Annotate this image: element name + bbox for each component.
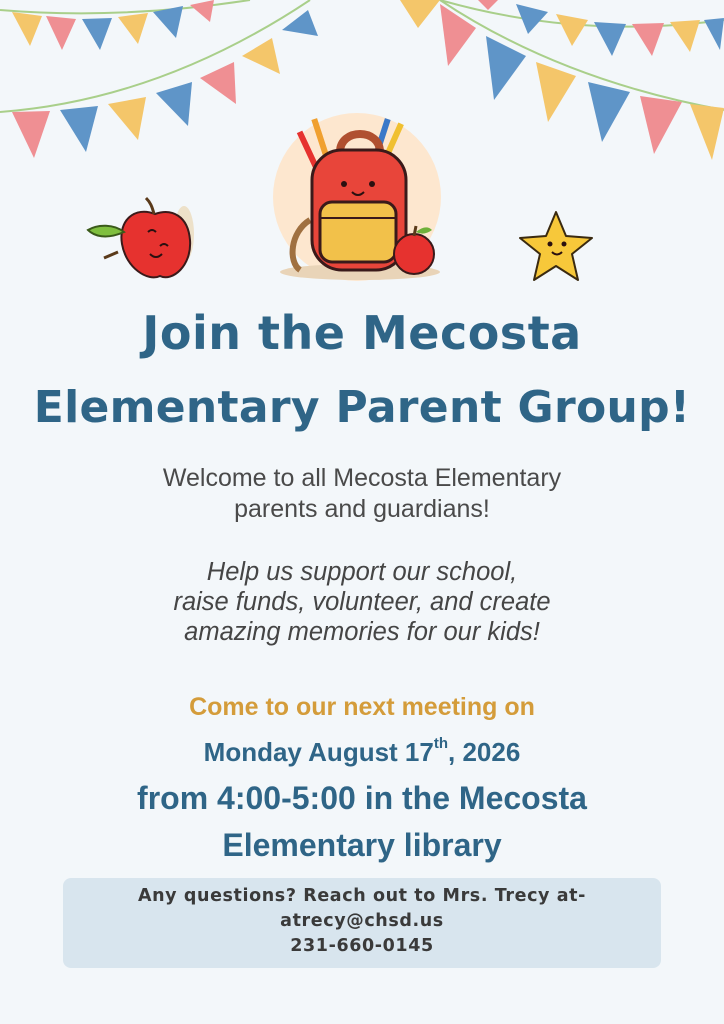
- star-icon: [520, 212, 592, 280]
- bunting-flags-right: [400, 0, 724, 160]
- apple-icon: [88, 198, 194, 277]
- headline-line-1: Join the Mecosta: [142, 306, 582, 360]
- meeting-date: [0, 737, 724, 768]
- meeting-intro: Come to our next meeting on: [189, 693, 535, 721]
- meeting-date-year: , 2026: [448, 737, 521, 767]
- help-line-2: raise funds, volunteer, and create: [173, 588, 551, 616]
- meeting-place-line-1: from 4:00-5:00 in the Mecosta: [137, 780, 587, 816]
- meeting-date-prefix: Monday August 17: [203, 737, 434, 767]
- headline-line-2: Elementary Parent Group!: [33, 382, 691, 433]
- help-line-1: Help us support our school,: [206, 558, 518, 586]
- welcome-line-1: Welcome to all Mecosta Elementary: [162, 464, 562, 492]
- contact-box: [63, 878, 661, 968]
- contact-email: atrecy@chsd.us: [280, 911, 444, 931]
- meeting-place-line-2: Elementary library: [222, 827, 502, 863]
- help-line-3: amazing memories for our kids!: [184, 618, 540, 646]
- meeting-date-suffix: th: [433, 735, 449, 752]
- contact-question: Any questions? Reach out to Mrs. Trecy at-: [137, 886, 586, 906]
- bunting-flags-left: [0, 0, 318, 158]
- welcome-line-2: parents and guardians!: [234, 495, 490, 523]
- bunting-decoration: [0, 0, 724, 300]
- backpack-icon: [273, 113, 441, 281]
- contact-phone: 231-660-0145: [290, 936, 434, 956]
